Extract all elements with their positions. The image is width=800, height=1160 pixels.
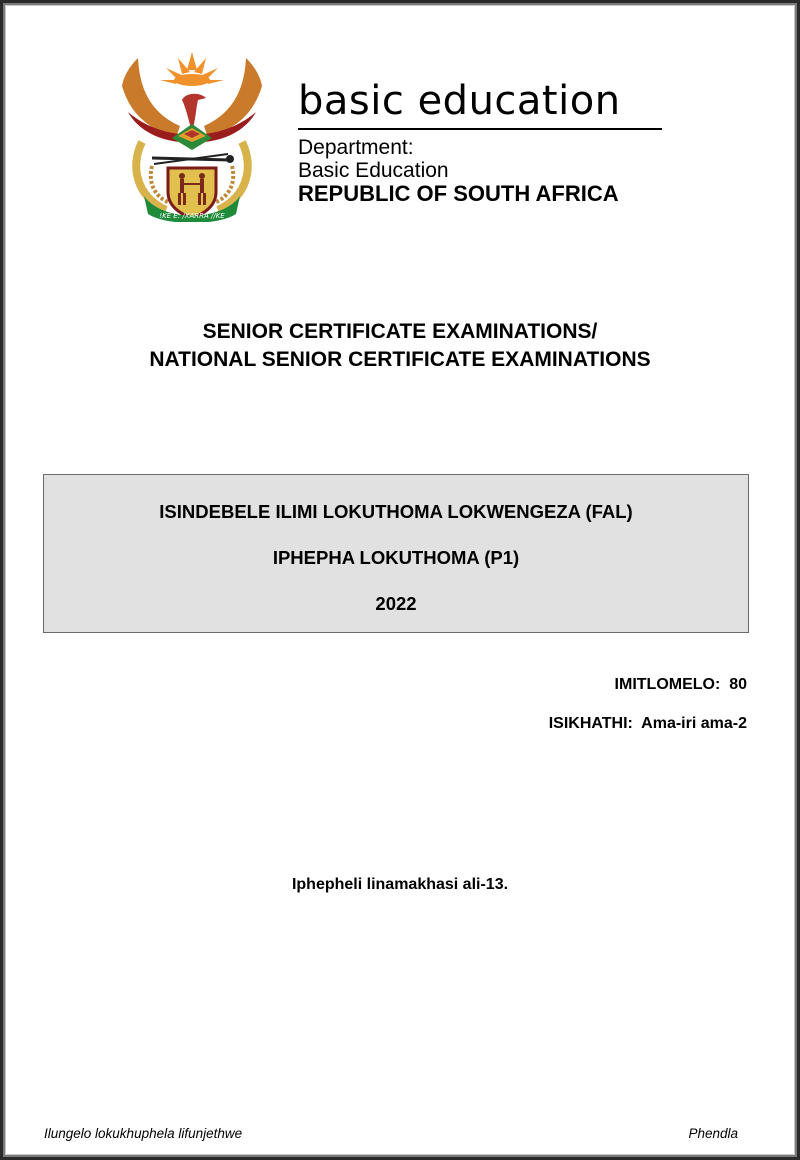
time-value: Ama-iri ama-2 xyxy=(641,715,747,732)
marks-label: IMITLOMELO: xyxy=(614,676,721,693)
exam-year: 2022 xyxy=(375,593,417,614)
marks-info xyxy=(615,676,747,694)
exam-title-line1: SENIOR CERTIFICATE EXAMINATIONS/ xyxy=(202,320,598,343)
department-label: Department: xyxy=(298,136,414,159)
paper-name: IPHEPHA LOKUTHOMA (P1) xyxy=(272,547,520,568)
country-name: REPUBLIC OF SOUTH AFRICA xyxy=(298,181,619,206)
subject-box xyxy=(43,474,749,633)
time-info xyxy=(549,715,747,733)
time-label: ISIKHATHI: xyxy=(548,715,633,732)
copyright-notice: Ilungelo lokukhuphela lifunjethwe xyxy=(44,1126,243,1141)
crest-motto: !KE E: /XARRA //KE xyxy=(159,212,225,220)
department-name: Basic Education xyxy=(298,159,449,182)
marks-value: 80 xyxy=(729,676,747,693)
coat-of-arms-icon xyxy=(118,46,266,222)
department-branding xyxy=(298,78,664,205)
exam-title xyxy=(0,318,800,374)
brand-divider xyxy=(298,128,662,130)
sun-icon xyxy=(160,52,224,86)
page-count-note: Iphepheli linamakhasi ali-13. xyxy=(291,876,509,893)
turn-over-note: Phendla xyxy=(688,1126,738,1141)
brand-title: basic education xyxy=(298,78,621,124)
exam-title-line2: NATIONAL SENIOR CERTIFICATE EXAMINATIONS xyxy=(149,348,651,371)
subject-name: ISINDEBELE ILIMI LOKUTHOMA LOKWENGEZA (FAL) xyxy=(159,501,633,522)
